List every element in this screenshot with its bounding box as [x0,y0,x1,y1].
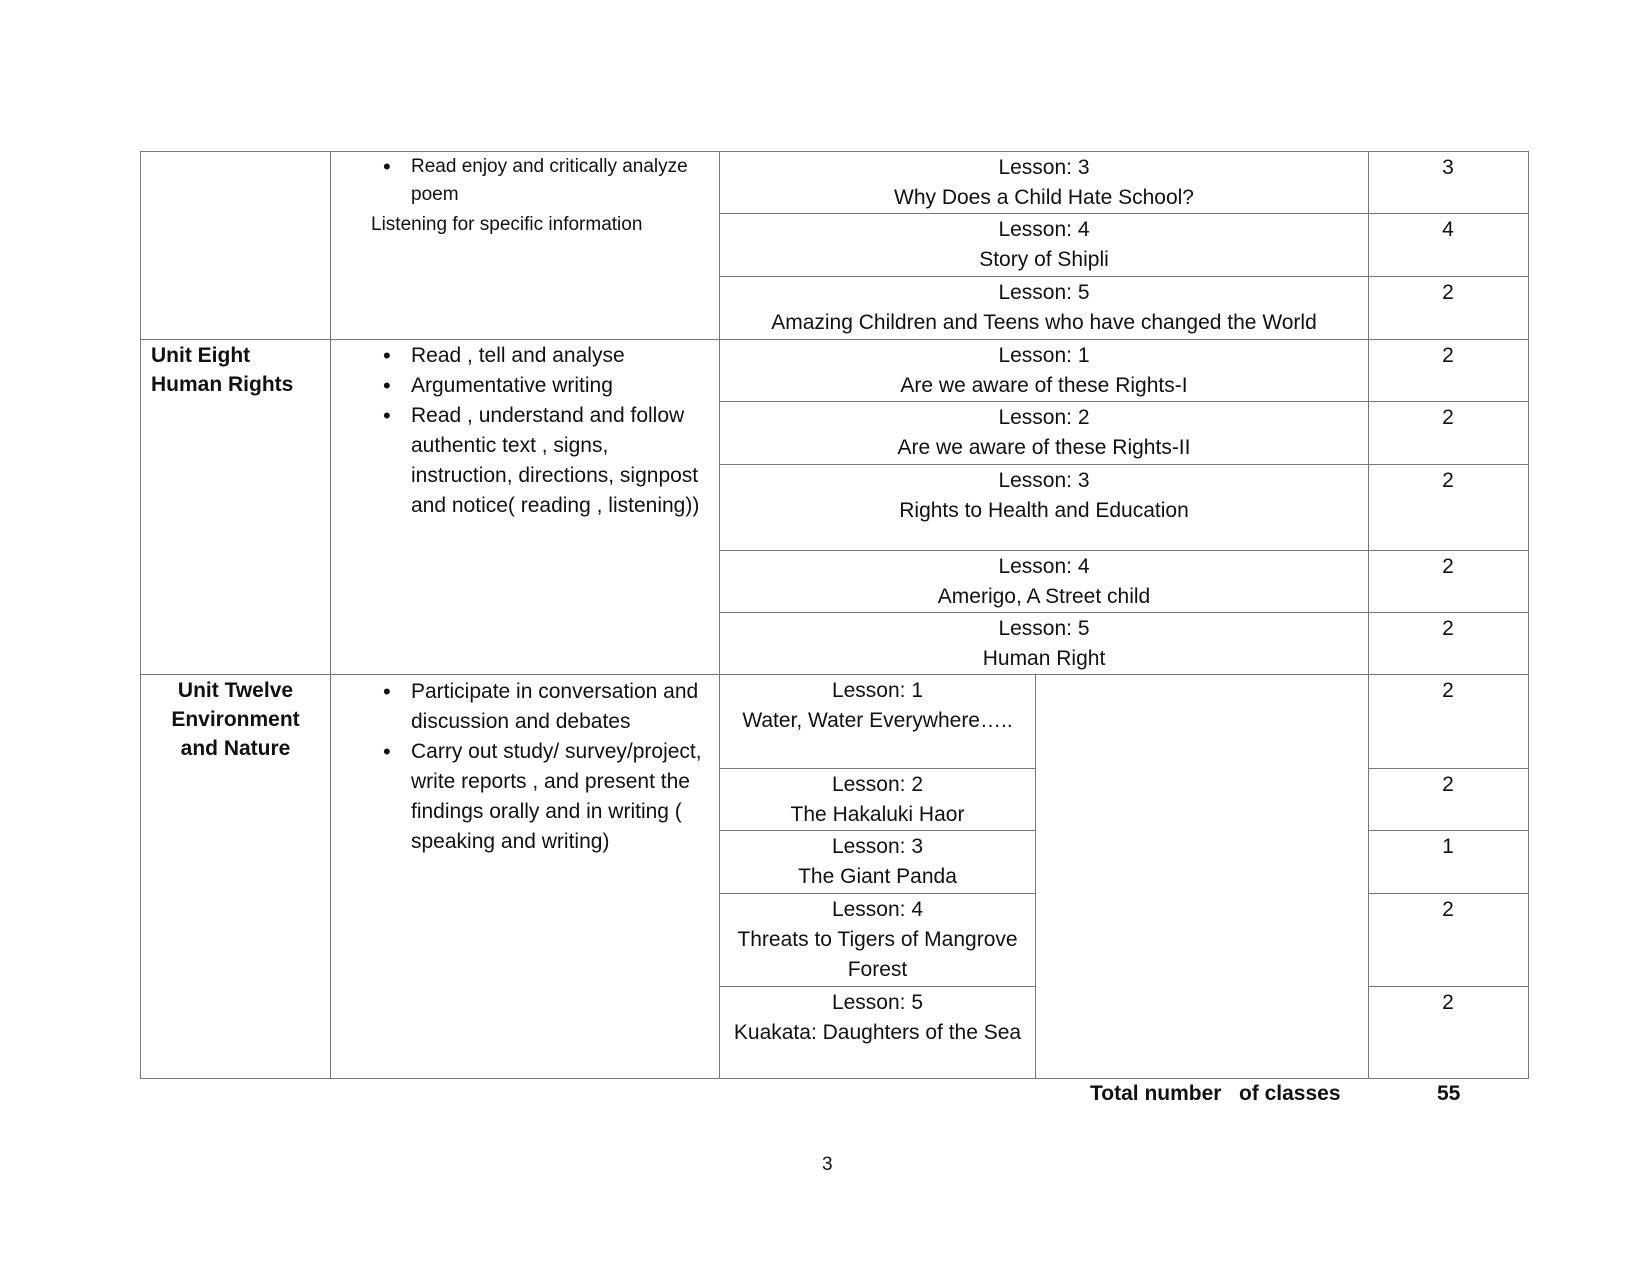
classes-count: 3 [1442,156,1454,179]
lesson-title: Amerigo, A Street child [937,585,1151,608]
lesson-number: Lesson: 3 [998,156,1090,179]
lesson-title: Are we aware of these Rights-II [897,436,1191,459]
classes-count: 2 [1442,281,1454,304]
objectives-list [375,341,715,521]
classes-count: 2 [1442,898,1454,921]
lesson-entry [719,278,1369,338]
lesson-title: The Hakaluki Haor [790,803,965,826]
classes-count: 2 [1442,773,1454,796]
classes-count: 2 [1442,344,1454,367]
lesson-entry [719,552,1369,612]
classes-count: 2 [1442,991,1454,1014]
lesson-title: The Giant Panda [798,865,957,888]
lesson-entry [719,215,1369,275]
lesson-entry [719,341,1369,401]
lesson-entry [719,614,1369,674]
lesson-title: Kuakata: Daughters of the Sea [733,1021,1022,1044]
lesson-title: Threats to Tigers of Mangrove Forest [737,928,1018,981]
lesson-entry [719,403,1369,463]
bullet-icon: • [383,343,391,368]
lesson-number: Lesson: 5 [998,281,1090,304]
classes-count: 2 [1442,679,1454,702]
lesson-entry [729,895,1026,985]
objective-item: • Carry out study/ survey/project, write reports , and present the findings orally and in writing ( speaking and writing) [383,739,702,853]
objective-item: • Read , tell and analyse [375,341,715,371]
unit-title: Unit Eight Human Rights [151,344,294,396]
empty-cell [1035,674,1369,1079]
unit-title: Unit Twelve Environment and Nature [171,679,300,760]
bullet-icon: • [383,739,391,764]
bullet-icon: • [383,679,391,704]
bullet-icon: • [383,403,391,428]
objective-item: • Read enjoy and critically analyze poem [383,154,688,205]
lesson-number: Lesson: 3 [998,469,1090,492]
objective-note: Listening for specific information [371,214,643,235]
lesson-number: Lesson: 4 [998,218,1090,241]
classes-count: 2 [1442,406,1454,429]
lesson-number: Lesson: 4 [831,898,924,921]
classes-count: 2 [1442,617,1454,640]
objective-item: • Argumentative writing [375,371,715,401]
lesson-number: Lesson: 4 [998,555,1090,578]
page-number: 3 [822,1154,833,1175]
lesson-entry [729,832,1026,892]
lesson-title: Human Right [982,647,1106,670]
lesson-entry [729,770,1026,830]
unit-cell [140,151,331,340]
lesson-title: Story of Shipli [979,248,1109,271]
bullet-icon: • [383,154,391,179]
objectives-list [375,677,715,857]
classes-count: 2 [1442,555,1454,578]
total-classes-label: Total number of classes [1090,1082,1341,1105]
objective-item: • Participate in conversation and discussion and debates [383,679,699,733]
classes-count: 4 [1442,218,1454,241]
lesson-title: Water, Water Everywhere….. [742,709,1013,732]
lesson-title: Amazing Children and Teens who have changed the World [771,311,1317,334]
lesson-number: Lesson: 3 [831,835,924,858]
classes-count: 1 [1442,835,1454,858]
lesson-number: Lesson: 2 [831,773,924,796]
lesson-number: Lesson: 5 [998,617,1090,640]
lesson-entry [719,153,1369,213]
lesson-title: Are we aware of these Rights-I [900,374,1188,397]
lesson-entry [729,988,1026,1048]
objectives-list [375,153,695,209]
classes-count: 2 [1442,469,1454,492]
lesson-number: Lesson: 1 [831,679,924,702]
objective-item: • Read , understand and follow authentic text , signs, instruction, directions, signpost and notice( reading , listening)) [383,403,700,517]
lesson-number: Lesson: 5 [831,991,924,1014]
total-classes-value: 55 [1437,1082,1461,1105]
lesson-title: Rights to Health and Education [899,499,1189,522]
lesson-number: Lesson: 2 [998,406,1090,429]
lesson-entry [729,676,1026,736]
lesson-entry [719,466,1369,526]
lesson-number: Lesson: 1 [998,344,1090,367]
bullet-icon: • [383,373,391,398]
lesson-title: Why Does a Child Hate School? [894,186,1194,209]
